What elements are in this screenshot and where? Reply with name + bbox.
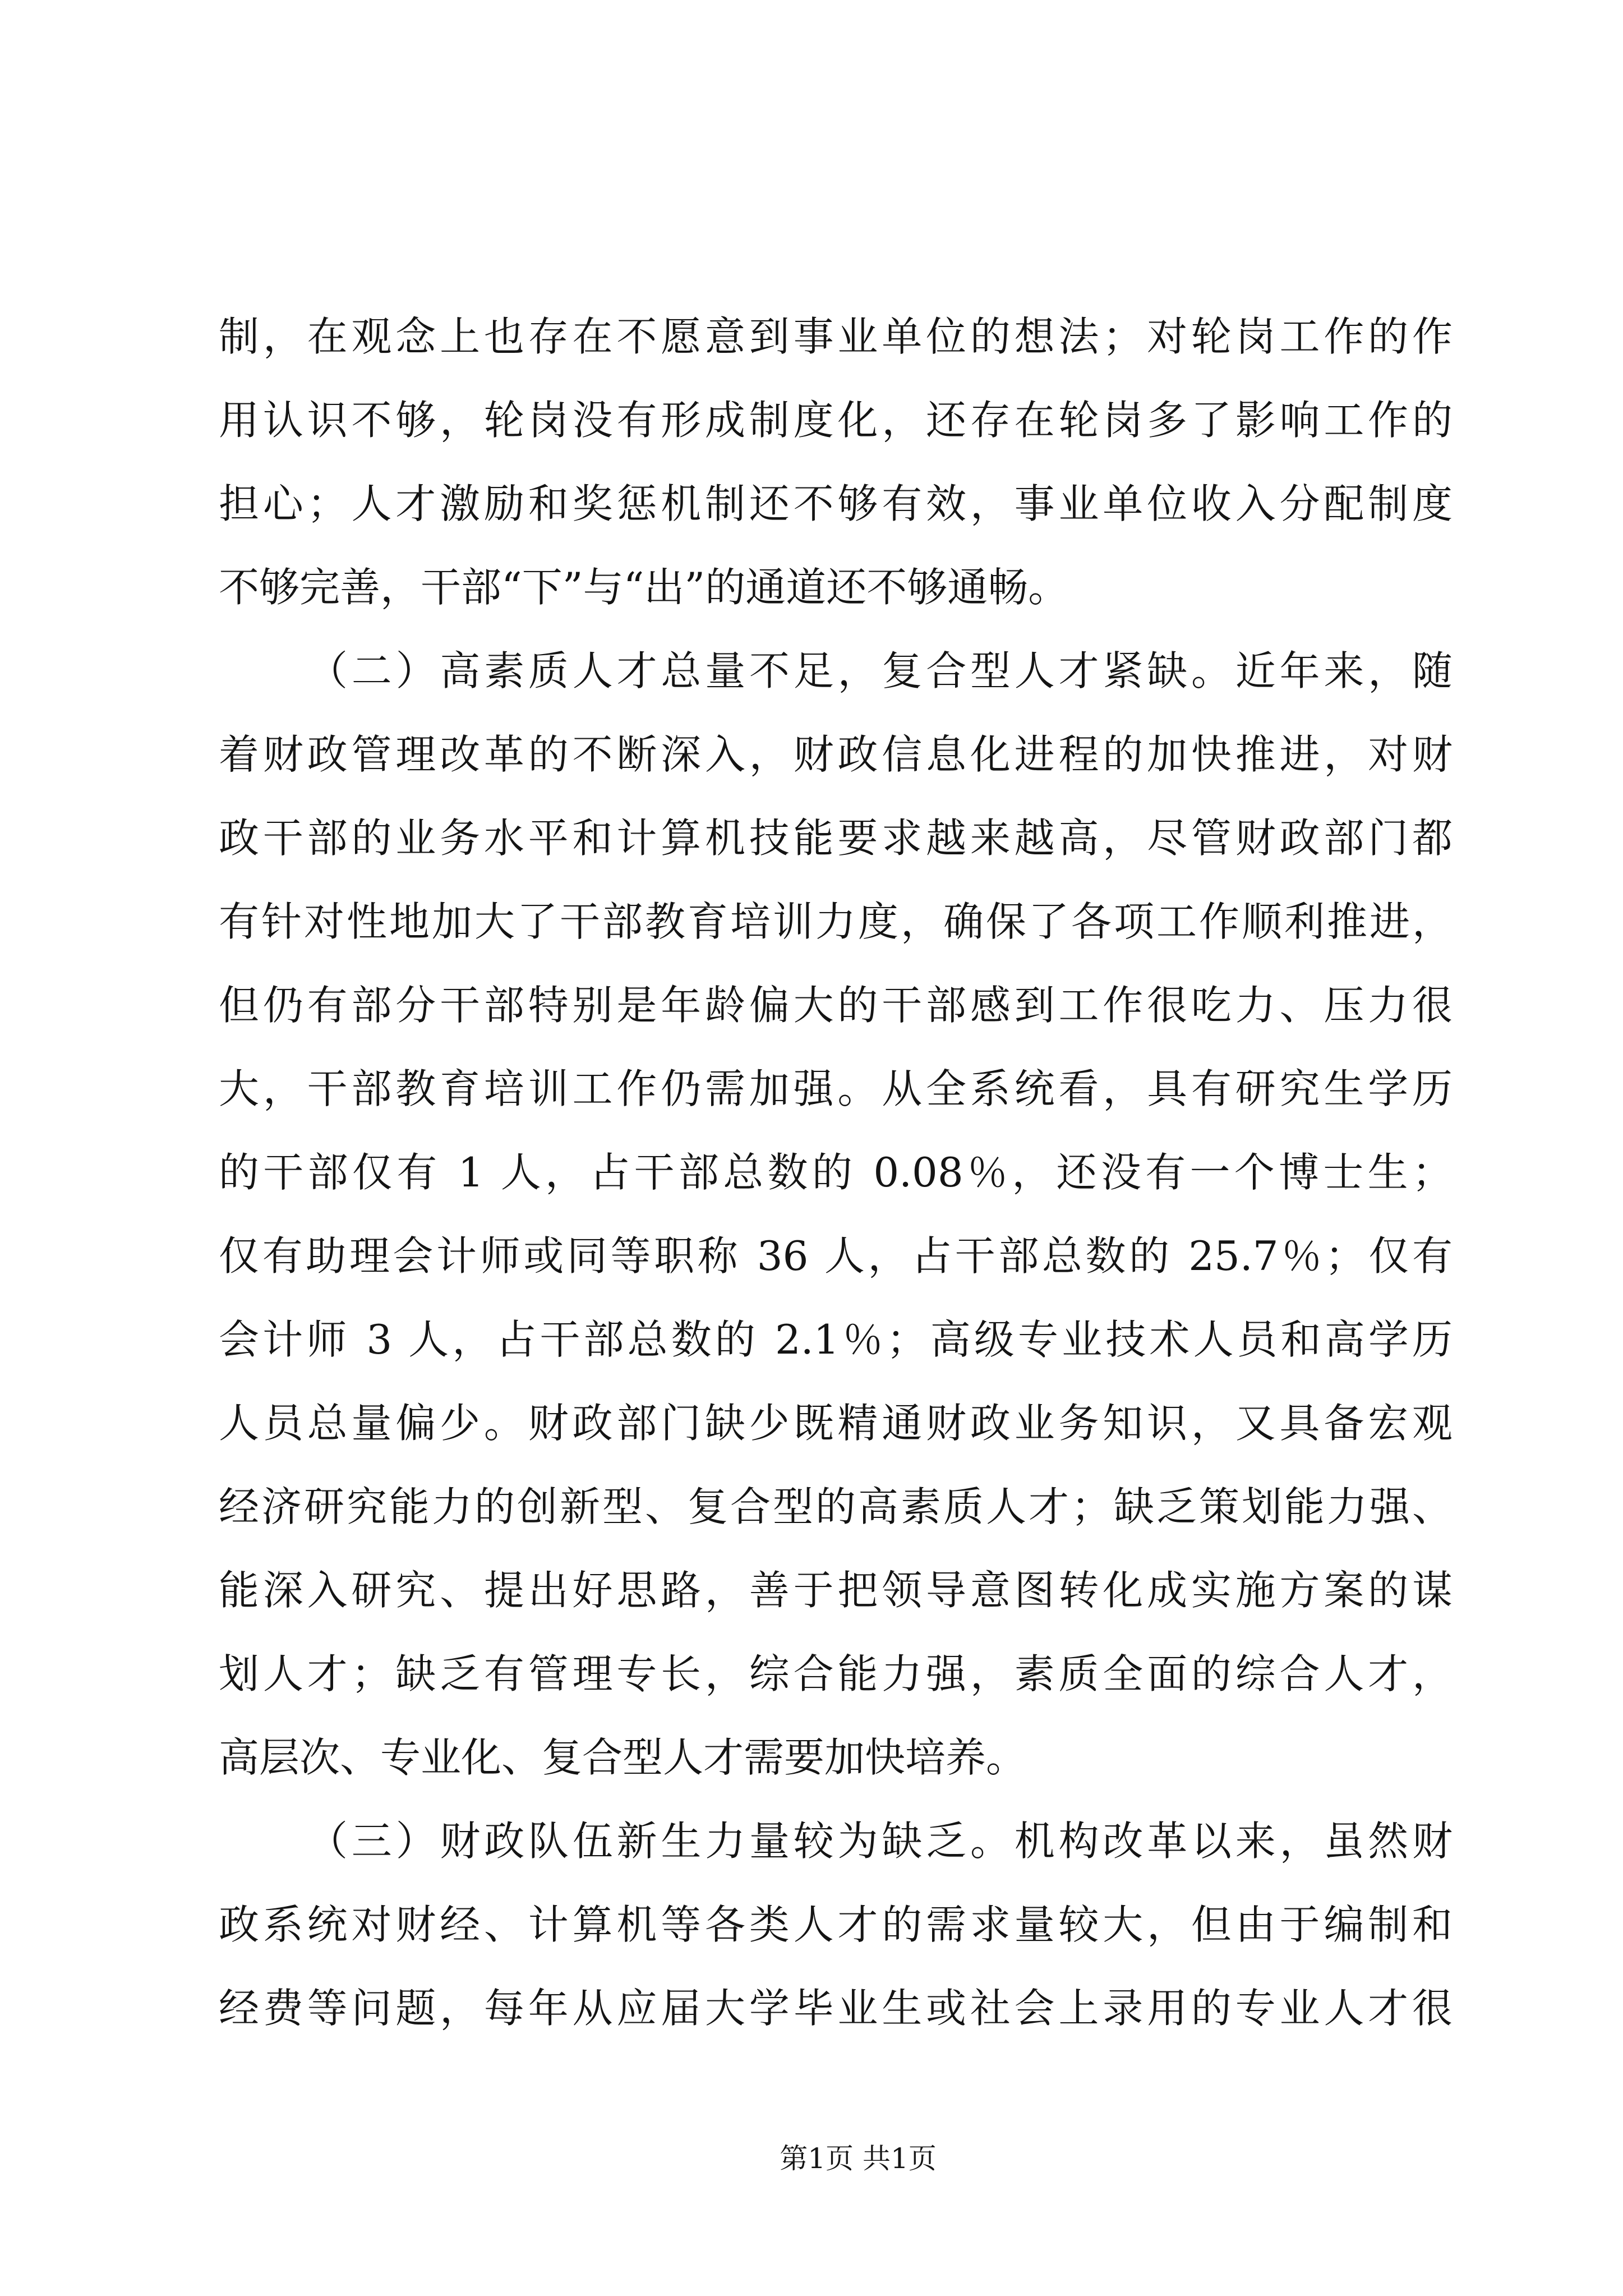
text-line: 但仍有部分干部特别是年龄偏大的干部感到工作很吃力、压力很 [219,982,1453,1029]
text-line: 有针对性地加大了干部教育培训力度，确保了各项工作顺利推进， [219,898,1453,945]
document-body [219,295,1453,2050]
text-line: 用认识不够，轮岗没有形成制度化，还存在轮岗多了影响工作的 [219,397,1453,444]
text-line: 会计师 3 人，占干部总数的 2.1％；高级专业技术人员和高学历 [219,1316,1453,1363]
page-number-footer: 第1页 共1页 [780,2142,937,2175]
text-line: 大，干部教育培训工作仍需加强。从全系统看，具有研究生学历 [219,1065,1453,1112]
text-line: 政干部的业务水平和计算机技能要求越来越高，尽管财政部门都 [219,815,1453,862]
text-line: 仅有助理会计师或同等职称 36 人，占干部总数的 25.7％；仅有 [219,1232,1453,1280]
text-line: 高层次、专业化、复合型人才需要加快培养。 [219,1734,1027,1781]
text-line: 划人才；缺乏有管理专长，综合能力强，素质全面的综合人才， [219,1650,1453,1697]
section-heading-line: （二）高素质人才总量不足，复合型人才紧缺。近年来，随 [307,647,1453,694]
text-line: 政系统对财经、计算机等各类人才的需求量较大，但由于编制和 [219,1901,1453,1948]
paragraph-section-2 [219,629,1453,1800]
text-line: 经济研究能力的创新型、复合型的高素质人才；缺乏策划能力强、 [219,1483,1453,1530]
text-line: 人员总量偏少。财政部门缺少既精通财政业务知识，又具备宏观 [219,1400,1453,1447]
text-line: 担心；人才激励和奖惩机制还不够有效，事业单位收入分配制度 [219,480,1453,527]
text-line: 经费等问题，每年从应届大学毕业生或社会上录用的专业人才很 [219,1985,1453,2032]
text-line: 不够完善，干部“下”与“出”的通道还不够通畅。 [219,564,1069,611]
paragraph-continued [219,295,1453,629]
paragraph-section-3 [219,1800,1453,2050]
section-heading-line: （三）财政队伍新生力量较为缺乏。机构改革以来，虽然财 [307,1818,1453,1865]
text-line: 能深入研究、提出好思路，善于把领导意图转化成实施方案的谋 [219,1567,1453,1614]
text-line: 的干部仅有 1 人，占干部总数的 0.08％，还没有一个博士生； [219,1149,1453,1196]
text-line: 制，在观念上也存在不愿意到事业单位的想法；对轮岗工作的作 [219,313,1453,360]
text-line: 着财政管理改革的不断深入，财政信息化进程的加快推进，对财 [219,731,1453,778]
